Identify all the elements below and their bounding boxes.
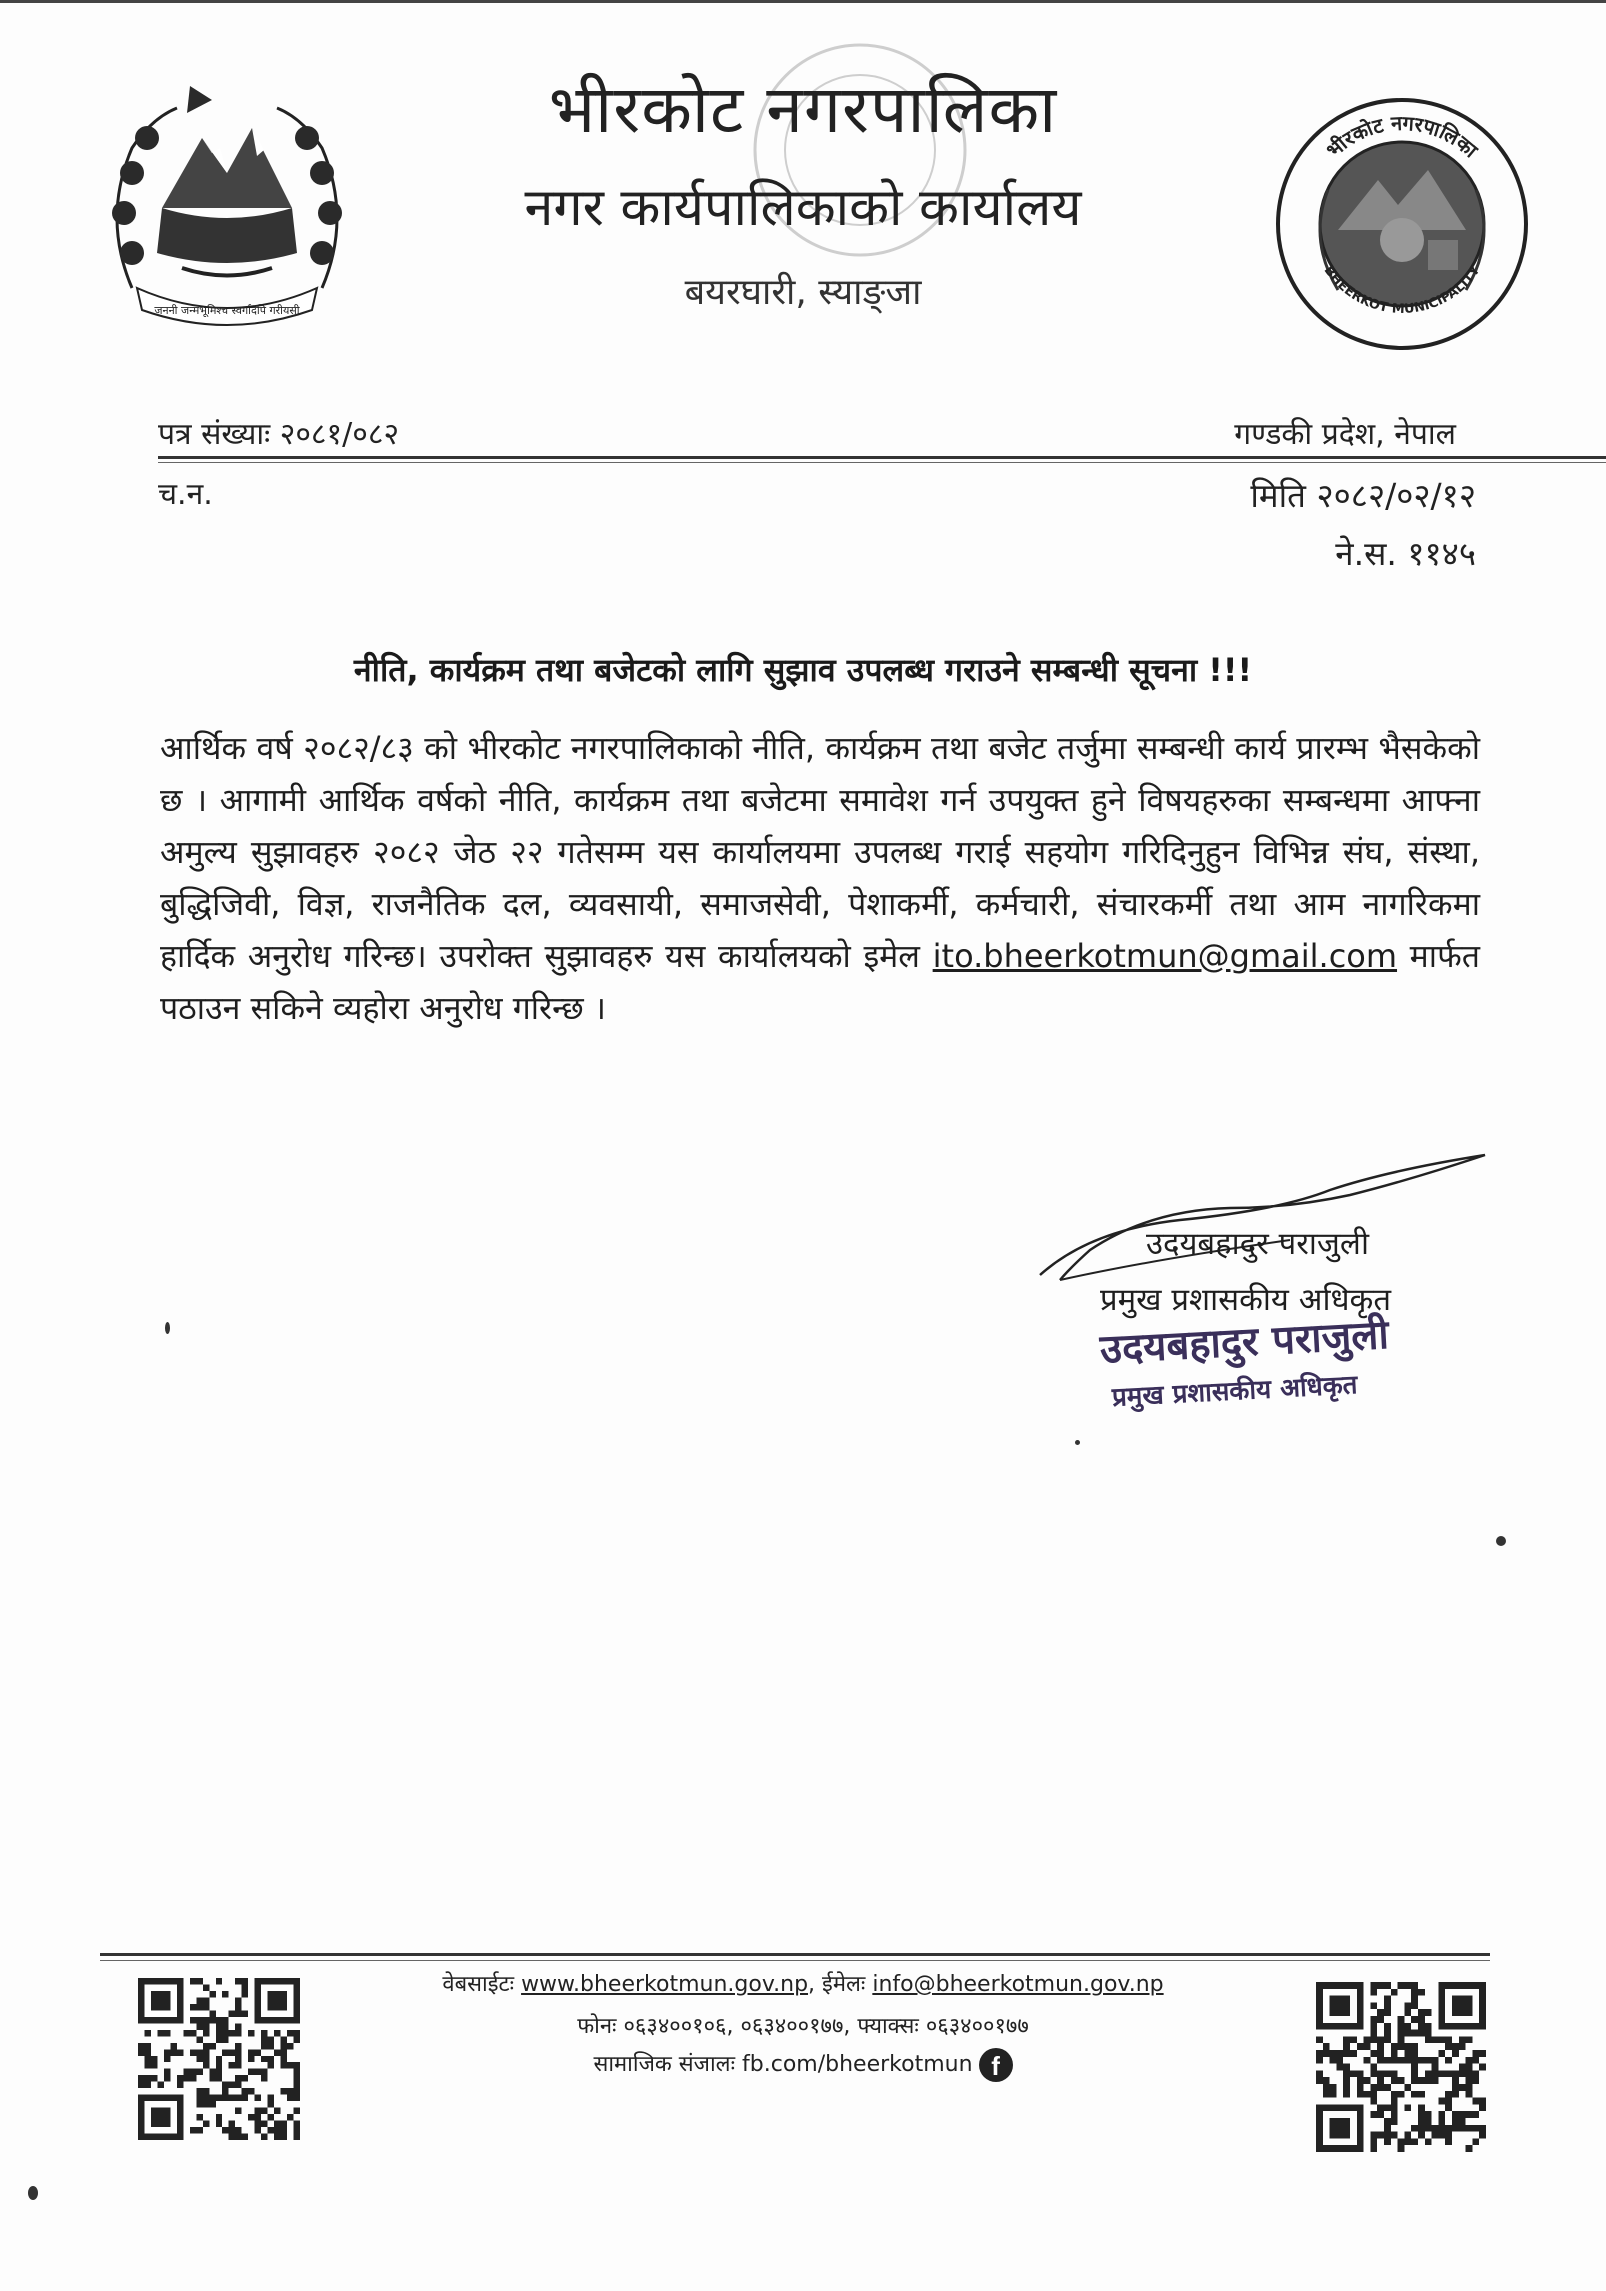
scan-speck	[28, 2186, 38, 2200]
footer-email-link[interactable]: info@bheerkotmun.gov.np	[872, 1972, 1164, 1997]
office-subtitle: नगर कार्यपालिकाको कार्यालय	[524, 178, 1082, 238]
signatory-designation: प्रमुख प्रशासकीय अधिकृत	[1100, 1282, 1392, 1318]
scan-speck	[1075, 1440, 1080, 1445]
letter-number: पत्र संख्याः २०८१/०८२	[158, 417, 400, 452]
svg-text:भीरकोट नगरपालिका: भीरकोट नगरपालिका	[1321, 110, 1483, 163]
header-divider	[158, 456, 1606, 459]
social-label: सामाजिक संजालः	[593, 2052, 736, 2077]
notice-body-closing: मार्फत पठाउन सकिने व्यहोरा अनुरोध गरिन्छ ।	[160, 937, 1481, 1027]
scan-speck	[1496, 1536, 1506, 1546]
website-link[interactable]: www.bheerkotmun.gov.np	[521, 1972, 809, 1997]
footer-phone-line: फोनः ०६३४००१०६, ०६३४००१७७, फ्याक्सः ०६३४००१७७	[577, 2014, 1029, 2039]
dispatch-number: च.न.	[158, 477, 213, 512]
notice-title: नीति, कार्यक्रम तथा बजेटको लागि सुझाव उपलब्ध गराउने सम्बन्धी सूचना !!!	[353, 651, 1253, 689]
website-label: वेबसाईटः	[442, 1972, 515, 1997]
municipality-title: भीरकोट नगरपालिका	[548, 71, 1058, 148]
svg-text:BHEERKOT MUNICIPALITY: BHEERKOT MUNICIPALITY	[1320, 263, 1484, 318]
top-border	[0, 0, 1606, 3]
signature-stamp-name: उदयबहादुर पराजुली	[1098, 1311, 1390, 1373]
notice-email-link[interactable]: ito.bheerkotmun@gmail.com	[932, 937, 1398, 975]
scan-speck	[165, 1322, 170, 1334]
header-divider-thin	[158, 462, 1606, 463]
office-address: बयरघारी, स्याङ्जा	[684, 272, 922, 313]
footer-social-line	[0, 2048, 1606, 2082]
facebook-icon[interactable]: f	[979, 2048, 1013, 2082]
svg-text:जननी जन्मभूमिश्च स्वर्गादपि गर: जननी जन्मभूमिश्च स्वर्गादपि गरीयसी	[154, 304, 300, 317]
email-label: , ईमेलः	[808, 1972, 866, 1997]
footer-contact-line	[0, 1968, 1606, 1998]
notice-body	[160, 722, 1480, 1034]
signature-stamp-designation: प्रमुख प्रशासकीय अधिकृत	[1111, 1370, 1359, 1413]
footer-divider-thin	[100, 1960, 1490, 1961]
nepal-sambat-date: ने.स. ११४५	[1335, 534, 1476, 573]
letter-date: मिति २०८२/०२/१२	[1250, 476, 1476, 515]
signatory-name: उदयबहादुर पराजुली	[1146, 1226, 1369, 1262]
province-label: गण्डकी प्रदेश, नेपाल	[1234, 417, 1456, 452]
social-link[interactable]: fb.com/bheerkotmun	[742, 2052, 973, 2077]
footer-divider	[100, 1953, 1490, 1956]
notice-body-text: आर्थिक वर्ष २०८२/८३ को भीरकोट नगरपालिकाको नीति, कार्यक्रम तथा बजेट तर्जुमा सम्बन्धी कार्य प्रारम्भ भैसकेको छ । आगामी आर्थिक वर्षको नीति, कार्यक्रम तथा बजेटमा समावेश गर्न उपयुक्त हुने विषयहरुका सम्बन्धमा आफ्ना अमुल्य सुझावहरु २०८२ जेठ २२ गतेसम्म यस कार्यालयमा उपलब्ध गराई सहयोग गरिदिनुहुन विभिन्न संघ, संस्था, बुद्धिजिवी, विज्ञ, राजनैतिक दल, व्यवसायी, समाजसेवी, पेशाकर्मी, कर्मचारी, संचारकर्मी तथा आम नागरिकमा हार्दिक अनुरोध गरिन्छ। उपरोक्त सुझावहरु यस कार्यालयको इमेल	[160, 729, 1480, 975]
